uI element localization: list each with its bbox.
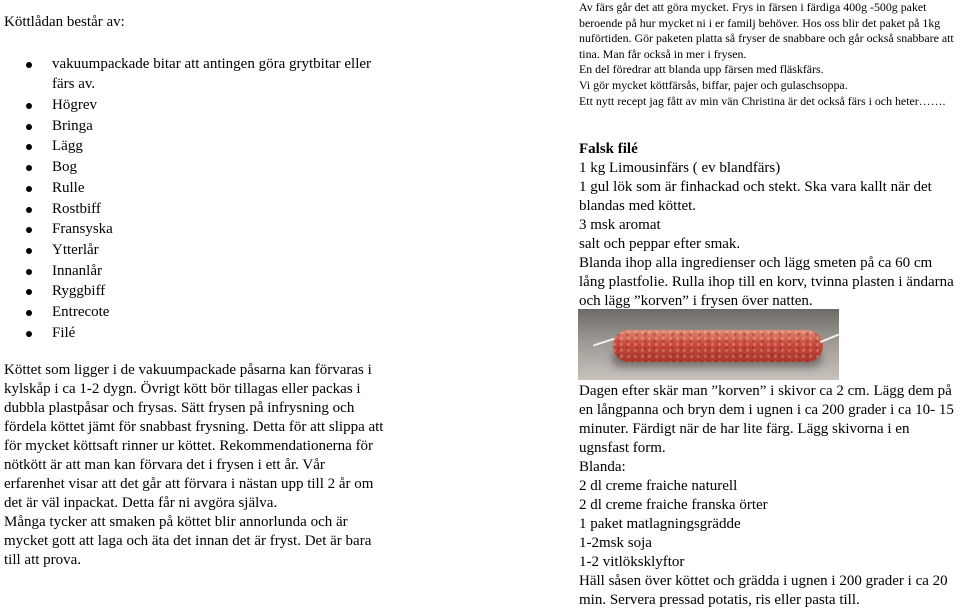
list-item: Rulle xyxy=(22,178,372,199)
ingredient-line: 1-2msk soja xyxy=(579,535,652,551)
instruction-paragraph: Dagen efter skär man ”korven” i skivor ca 2 cm. Lägg dem på en långpanna och bryn dem i ugnen i ca 200 grader i ca 10- 15 minuter. Färdigt när de har lite färg. Lägg skivorna i en ugnsfast form. xyxy=(579,383,954,456)
sausage-roll xyxy=(613,330,823,362)
list-item: Ryggbiff xyxy=(22,281,372,302)
list-item: Högrev xyxy=(22,95,372,116)
ingredient-line: 3 msk aromat xyxy=(579,217,661,233)
section-title: Köttlådan består av: xyxy=(4,14,125,30)
instruction-paragraph: Blanda ihop alla ingredienser och lägg smeten på ca 60 cm lång plastfolie. Rulla ihop till en korv, tvinna plasten i ändarna och lägg ”korven” i frysen över natten. xyxy=(579,255,954,309)
list-item: Fransyska xyxy=(22,219,372,240)
list-item: Lägg xyxy=(22,136,372,157)
recipe-ingredients xyxy=(579,159,959,311)
ingredient-line: 2 dl creme fraiche naturell xyxy=(579,478,738,494)
list-item: Entrecote xyxy=(22,302,372,323)
string-end xyxy=(820,334,839,351)
mince-tips xyxy=(579,0,959,109)
sausage-photo xyxy=(578,309,839,380)
recipe-title: Falsk filé xyxy=(579,141,638,157)
list-item: Ytterlår xyxy=(22,240,372,261)
list-item: vakuumpackade bitar att antingen göra grytbitar eller färs av. xyxy=(22,54,372,94)
ingredient-line: 1 kg Limousinfärs ( ev blandfärs) xyxy=(579,160,781,176)
storage-paragraph: Köttet som ligger i de vakuumpackade påsarna kan förvaras i kylskåp i ca 1-2 dygn. Övrigt kött bör tillagas eller packas i dubbla plastpåsar och frysas. Sätt frysen på infrysning och fördela köttet jämt för snabbast frysning. Detta för att slippa att för mycket köttsaft rinner ur köttet. Rekommendationerna för nötkött är att man kan förvara det i frysen i ett år. Vår erfarenhet visar att det går att förvara i nästan upp till 2 år om det är väl inpackat. Detta får ni avgöra själva. xyxy=(4,362,384,511)
taste-paragraph: Många tycker att smaken på köttet blir annorlunda och är mycket gott att laga och äta det innan det är fryst. Det är bara till att prova. xyxy=(4,514,372,568)
tip-line: Vi gör mycket köttfärsås, biffar, pajer och gulaschsoppa. xyxy=(579,77,848,92)
ingredient-line: 2 dl creme fraiche franska örter xyxy=(579,497,768,513)
list-item: Innanlår xyxy=(22,261,372,282)
tip-line: Ett nytt recept jag fått av min vän Christina är det också färs i och heter……. xyxy=(579,93,946,108)
instruction-paragraph: Häll såsen över köttet och grädda i ugnen i 200 grader i ca 20 min. Servera pressad potatis, ris eller pasta till. xyxy=(579,573,948,608)
instruction-line: Blanda: xyxy=(579,459,626,475)
intro-paragraph: Av färs går det att göra mycket. Frys in färsen i färdiga 400g -500g paket beroende på hur mycket ni i er familj behöver. Hos oss blir det paket på 1kg nuförtiden. Gör paketen platta så fryser de snabbare och går också snabbare att tina. Man får också in mer i frysen. xyxy=(579,0,954,61)
ingredient-line: 1 gul lök som är finhackad och stekt. Ska vara kallt när det blandas med köttet. xyxy=(579,179,932,214)
tip-line: En del föredrar att blanda upp färsen med fläskfärs. xyxy=(579,62,824,77)
list-item: Filé xyxy=(22,323,372,344)
list-item: Bringa xyxy=(22,116,372,137)
recipe-step-two xyxy=(579,382,959,610)
ingredient-line: 1-2 vitlöksklyftor xyxy=(579,554,685,570)
ingredient-line: 1 paket matlagningsgrädde xyxy=(579,516,741,532)
list-item: Bog xyxy=(22,157,372,178)
list-item: Rostbiff xyxy=(22,199,372,220)
ingredient-line: salt och peppar efter smak. xyxy=(579,236,741,252)
storage-instructions xyxy=(4,361,384,570)
meat-cut-list xyxy=(22,54,372,343)
